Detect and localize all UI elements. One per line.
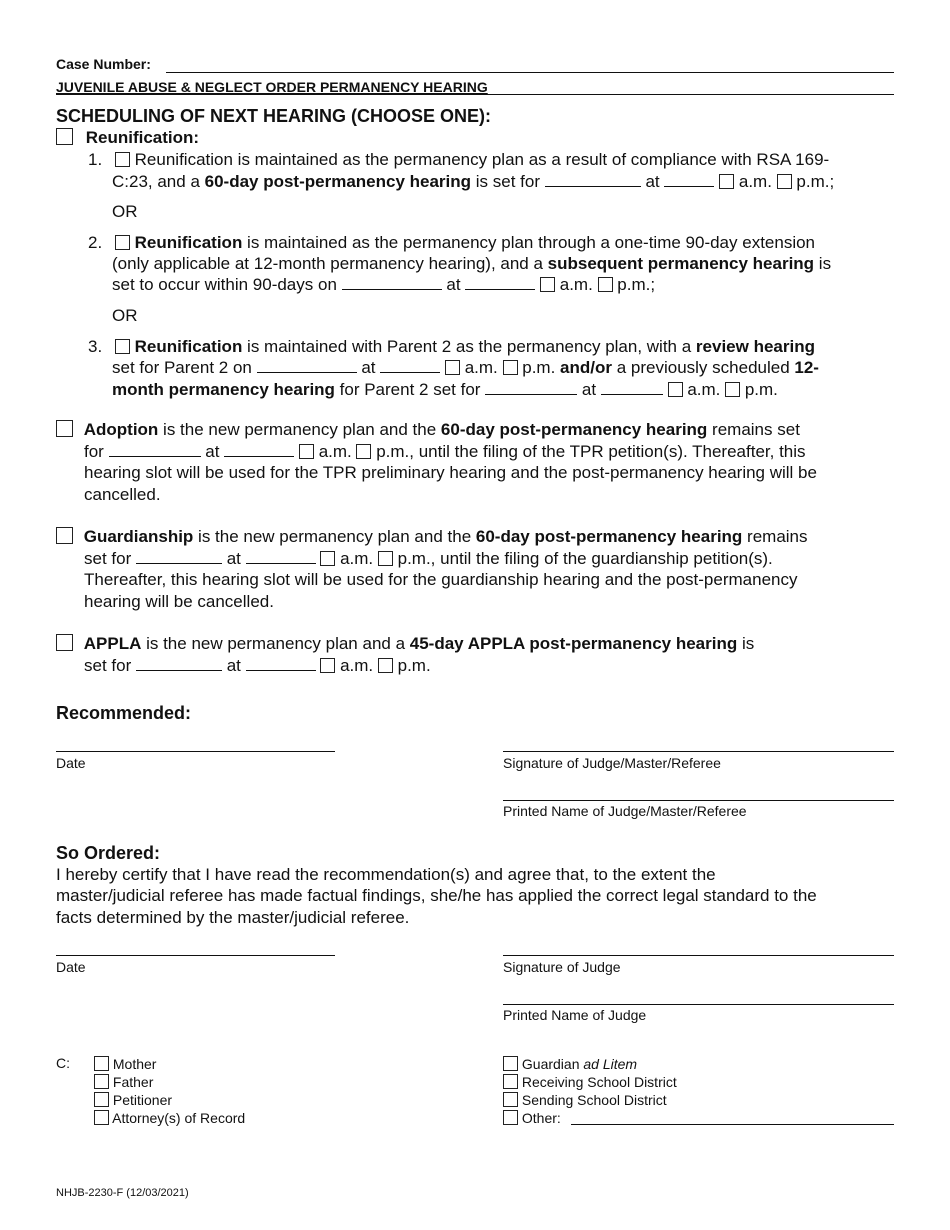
item3-permanency-time-field[interactable]: [601, 380, 663, 395]
copy-item: [503, 1073, 677, 1091]
ordered-date-line[interactable]: [56, 955, 335, 956]
am-label: a.m.: [340, 549, 374, 568]
item1-line-a: [88, 149, 829, 170]
pm-label: p.m.;: [617, 275, 656, 294]
ordered-heading: So Ordered:: [56, 843, 161, 863]
ordered-signature-line[interactable]: [503, 955, 894, 956]
item2-line-b: [112, 253, 831, 274]
other-field[interactable]: [571, 1124, 894, 1125]
appla-bold: APPLA: [83, 634, 142, 653]
item2-line-c: [112, 274, 655, 295]
scheduling-heading: SCHEDULING OF NEXT HEARING (CHOOSE ONE):: [56, 106, 492, 126]
item1-date-field[interactable]: [545, 172, 641, 187]
am-checkbox[interactable]: [299, 444, 314, 459]
at-label: at: [226, 656, 241, 675]
am-label: a.m.: [687, 380, 721, 399]
pm-label: p.m.: [397, 656, 431, 675]
recommended-date-label: Date: [56, 755, 86, 771]
adoption-line-b: [84, 441, 806, 462]
am-label: a.m.: [464, 358, 498, 377]
case-number-field[interactable]: [166, 72, 894, 73]
ordered-line-3: facts determined by the master/judicial referee.: [56, 908, 410, 927]
item1-checkbox[interactable]: [115, 152, 130, 167]
am-checkbox[interactable]: [320, 658, 335, 673]
copy-checkbox[interactable]: [94, 1110, 109, 1125]
item2-text: is maintained as the permanency plan through a one-time 90-day extension: [242, 233, 816, 252]
title-rule: [56, 94, 894, 95]
ordered-signature-label: Signature of Judge: [503, 959, 621, 975]
item2-bold: Reunification: [134, 233, 243, 252]
guardianship-text: remains: [742, 527, 808, 546]
recommended-date-line[interactable]: [56, 751, 335, 752]
guardianship-line-c: Thereafter, this hearing slot will be used for the guardianship hearing and the post-permanency: [84, 570, 798, 589]
guardianship-line-a: [56, 526, 808, 547]
appla-checkbox[interactable]: [56, 634, 73, 651]
am-checkbox[interactable]: [719, 174, 734, 189]
appla-line-b: [84, 655, 431, 676]
copy-checkbox[interactable]: [503, 1092, 518, 1107]
item3-text: set for Parent 2 on: [112, 358, 257, 377]
form-id: NHJB-2230-F (12/03/2021): [56, 1187, 189, 1199]
item3-checkbox[interactable]: [115, 339, 130, 354]
guardianship-text: is the new permanency plan and the: [193, 527, 476, 546]
item1-text: is set for: [471, 172, 545, 191]
appla-line-a: [56, 633, 754, 654]
item1-text-a: Reunification is maintained as the permanency plan as a result of compliance with RSA 169-: [134, 150, 830, 169]
guardianship-date-field[interactable]: [136, 549, 222, 564]
appla-time-field[interactable]: [246, 656, 316, 671]
item3-bold: month permanency hearing: [112, 380, 335, 399]
copy-item: [94, 1091, 245, 1109]
item1-bold: 60-day post-permanency hearing: [204, 172, 472, 191]
pm-checkbox[interactable]: [378, 658, 393, 673]
adoption-bold: 60-day post-permanency hearing: [440, 420, 708, 439]
item2-text: is: [814, 254, 832, 273]
copy-item: [94, 1109, 245, 1127]
ordered-date-label: Date: [56, 959, 86, 975]
item1-text: C:23, and a: [112, 172, 205, 191]
at-label: at: [581, 380, 597, 399]
am-label: a.m.: [738, 172, 772, 191]
copy-checkbox[interactable]: [503, 1056, 518, 1071]
item3-line-c: [112, 379, 778, 400]
item1-time-field[interactable]: [664, 172, 714, 187]
adoption-bold: Adoption: [83, 420, 159, 439]
copy-checkbox[interactable]: [503, 1110, 518, 1125]
ordered-line-1: I hereby certify that I have read the recommendation(s) and agree that, to the extent the: [56, 865, 716, 884]
item3-review-time-field[interactable]: [380, 358, 440, 373]
copy-label: Receiving School District: [521, 1074, 677, 1090]
item3-text: a previously scheduled: [612, 358, 795, 377]
guardianship-line-b: [84, 548, 773, 569]
copy-label: Attorney(s) of Record: [112, 1110, 246, 1126]
item3-line-b: [112, 357, 819, 378]
item2-number: 2.: [88, 233, 103, 252]
item3-text: is maintained with Parent 2 as the permanency plan, with a: [242, 337, 696, 356]
at-label: at: [361, 358, 376, 377]
copy-checkbox[interactable]: [503, 1074, 518, 1089]
at-label: at: [446, 275, 461, 294]
appla-date-field[interactable]: [136, 656, 222, 671]
recommended-signature-label: Signature of Judge/Master/Referee: [503, 755, 721, 771]
adoption-time-field[interactable]: [224, 442, 294, 457]
adoption-text: p.m., until the filing of the TPR petition(s). Thereafter, this: [376, 442, 806, 461]
appla-text: is: [737, 634, 755, 653]
guardianship-text: set for: [84, 549, 136, 568]
item2-date-field[interactable]: [342, 275, 442, 290]
copies-left-list: [94, 1055, 245, 1127]
copy-item: [503, 1091, 677, 1109]
item3-bold: and/or: [560, 358, 612, 377]
ordered-printed-label: Printed Name of Judge: [503, 1007, 647, 1023]
or-label: OR: [112, 202, 138, 221]
am-label: a.m.: [559, 275, 593, 294]
item3-permanency-date-field[interactable]: [485, 380, 577, 395]
copy-label-italic: ad Litem: [583, 1056, 638, 1072]
appla-text: is the new permanency plan and a: [141, 634, 410, 653]
pm-checkbox[interactable]: [503, 360, 518, 375]
pm-label: p.m.: [522, 358, 556, 377]
pm-label: p.m.;: [796, 172, 835, 191]
item3-bold: 12-: [794, 358, 819, 377]
am-checkbox[interactable]: [668, 382, 683, 397]
at-label: at: [645, 172, 660, 191]
guardianship-text: p.m., until the filing of the guardianship petition(s).: [397, 549, 773, 568]
adoption-line-c: hearing slot will be used for the TPR preliminary hearing and the post-permanency hearing will be: [84, 463, 817, 482]
form-title: JUVENILE ABUSE & NEGLECT ORDER PERMANENCY HEARING: [56, 79, 488, 95]
copy-checkbox[interactable]: [94, 1092, 109, 1107]
copy-item: [94, 1055, 245, 1073]
at-label: at: [226, 549, 241, 568]
adoption-text: is the new permanency plan and the: [158, 420, 441, 439]
am-checkbox[interactable]: [320, 551, 335, 566]
recommended-printed-label: Printed Name of Judge/Master/Referee: [503, 803, 747, 819]
item3-bold: Reunification: [134, 337, 243, 356]
or-label: OR: [112, 306, 138, 325]
copy-checkbox[interactable]: [94, 1056, 109, 1071]
pm-checkbox[interactable]: [378, 551, 393, 566]
copy-label: Father: [112, 1074, 154, 1090]
pm-checkbox[interactable]: [356, 444, 371, 459]
copy-label: Sending School District: [521, 1092, 667, 1108]
am-checkbox[interactable]: [445, 360, 460, 375]
ordered-line-2: master/judicial referee has made factual findings, she/he has applied the correct legal standard to the: [56, 886, 817, 905]
copy-label: Other:: [521, 1110, 561, 1126]
copy-checkbox[interactable]: [94, 1074, 109, 1089]
adoption-line-a: [56, 419, 800, 440]
guardianship-bold: 60-day post-permanency hearing: [475, 527, 743, 546]
case-number-label: Case Number:: [56, 56, 151, 72]
item2-line-a: [88, 232, 815, 253]
appla-text: set for: [84, 656, 136, 675]
at-label: at: [205, 442, 220, 461]
ordered-printed-line[interactable]: [503, 1004, 894, 1005]
reunification-row: [56, 127, 199, 148]
reunification-label: Reunification:: [85, 128, 200, 147]
guardianship-line-d: hearing will be cancelled.: [84, 592, 274, 611]
appla-bold: 45-day APPLA post-permanency hearing: [409, 634, 738, 653]
pm-checkbox[interactable]: [725, 382, 740, 397]
copy-item: [503, 1055, 677, 1073]
copy-item: [94, 1073, 245, 1091]
recommended-signature-line[interactable]: [503, 751, 894, 752]
adoption-text: for: [84, 442, 109, 461]
item2-text: (only applicable at 12-month permanency hearing), and a: [112, 254, 548, 273]
adoption-checkbox[interactable]: [56, 420, 73, 437]
item2-checkbox[interactable]: [115, 235, 130, 250]
item3-text: for Parent 2 set for: [334, 380, 486, 399]
recommended-printed-line[interactable]: [503, 800, 894, 801]
am-checkbox[interactable]: [540, 277, 555, 292]
item3-review-date-field[interactable]: [257, 358, 357, 373]
item3-line-a: [88, 336, 815, 357]
copy-label: Petitioner: [112, 1092, 173, 1108]
am-label: a.m.: [318, 442, 352, 461]
copies-label: C:: [56, 1055, 70, 1071]
pm-checkbox[interactable]: [598, 277, 613, 292]
guardianship-checkbox[interactable]: [56, 527, 73, 544]
guardianship-bold: Guardianship: [83, 527, 194, 546]
item1-number: 1.: [88, 150, 103, 169]
reunification-checkbox[interactable]: [56, 128, 73, 145]
item3-number: 3.: [88, 337, 103, 356]
adoption-text: remains set: [707, 420, 800, 439]
copy-label: Guardian: [521, 1056, 584, 1072]
adoption-line-d: cancelled.: [84, 485, 161, 504]
item1-line-b: [112, 171, 834, 192]
adoption-date-field[interactable]: [109, 442, 201, 457]
pm-checkbox[interactable]: [777, 174, 792, 189]
item2-bold: subsequent permanency hearing: [547, 254, 815, 273]
recommended-heading: Recommended:: [56, 703, 192, 723]
pm-label: p.m.: [744, 380, 778, 399]
item2-text: set to occur within 90-days on: [112, 275, 342, 294]
copies-right-list: [503, 1055, 677, 1127]
item2-time-field[interactable]: [465, 275, 535, 290]
item3-bold: review hearing: [695, 337, 815, 356]
copy-label: Mother: [112, 1056, 157, 1072]
am-label: a.m.: [340, 656, 374, 675]
guardianship-time-field[interactable]: [246, 549, 316, 564]
